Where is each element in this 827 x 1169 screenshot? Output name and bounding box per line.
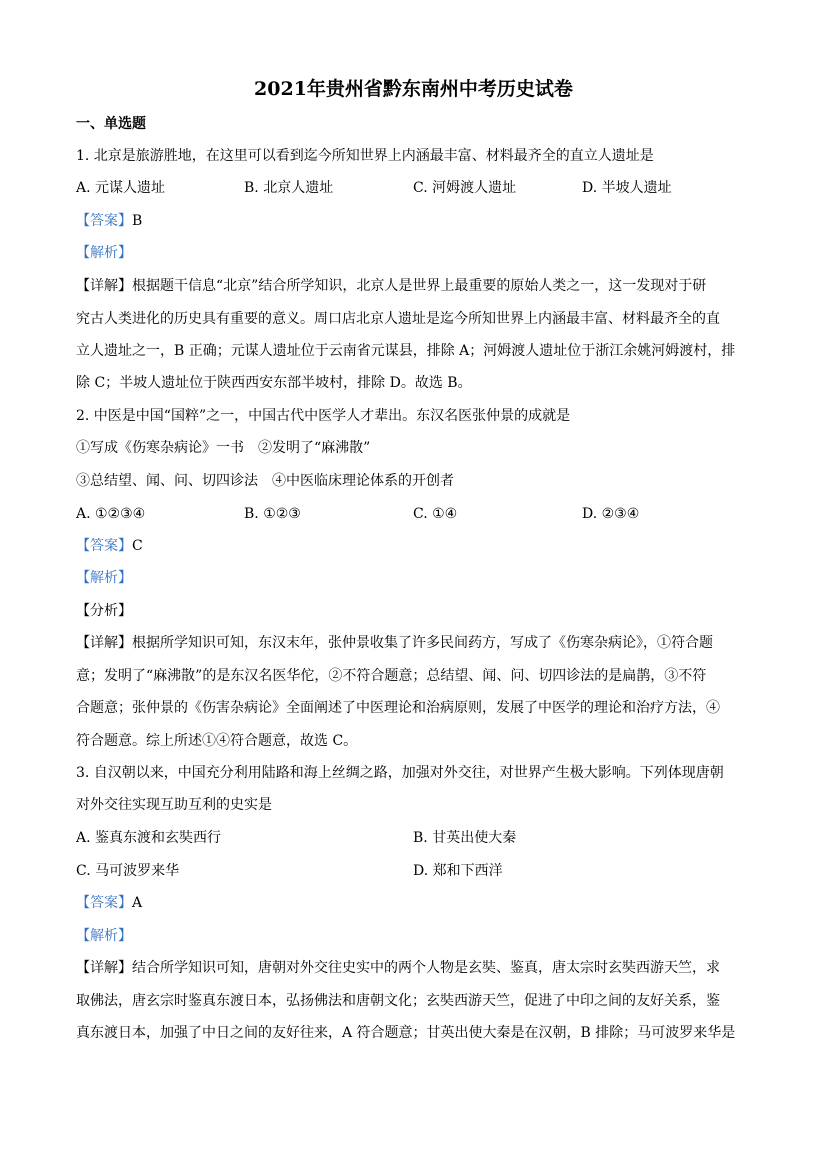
q2-fenxi-tag: 【分析】 bbox=[76, 603, 132, 619]
q3-stem: 对外交往实现互助互利的史实是 bbox=[76, 797, 272, 813]
q2-option-d: D. ②③④ bbox=[582, 506, 640, 522]
q1-detail-line: 立人遗址之一，B 正确；元谋人遗址位于云南省元谋县，排除 A；河姆渡人遗址位于浙江余姚河姆渡村，排 bbox=[76, 343, 736, 359]
answer-value: C bbox=[132, 538, 143, 554]
q3-option-d: D. 郑和下西洋 bbox=[413, 863, 503, 879]
q1-option-a: A. 元谋人遗址 bbox=[76, 180, 166, 196]
q2-detail-line: 意；发明了“麻沸散”的是东汉名医华佗，②不符合题意；总结望、闻、问、切四诊法的是扁鹊，③不符 bbox=[76, 668, 707, 684]
q3-answer bbox=[76, 893, 142, 913]
q2-answer bbox=[76, 536, 143, 556]
q2-analysis-tag: 【解析】 bbox=[76, 570, 132, 586]
q2-detail-line: 符合题意。综上所述①④符合题意，故选 C。 bbox=[76, 733, 358, 749]
q1-analysis-tag: 【解析】 bbox=[76, 245, 132, 261]
q2-items-1: ①写成《伤寒杂病论》一书 ②发明了“麻沸散” bbox=[76, 440, 371, 456]
section-heading: 一、单选题 bbox=[76, 116, 146, 132]
q2-option-b: B. ①②③ bbox=[244, 506, 301, 522]
q1-option-c: C. 河姆渡人遗址 bbox=[413, 180, 517, 196]
q1-option-b: B. 北京人遗址 bbox=[244, 180, 334, 196]
answer-value: B bbox=[132, 213, 143, 229]
answer-value: A bbox=[132, 895, 143, 911]
q1-stem: 1. 北京是旅游胜地，在这里可以看到迄今所知世界上内涵最丰富、材料最齐全的直立人遗址是 bbox=[76, 148, 654, 164]
q2-detail-line: 【详解】根据所学知识可知，东汉末年，张仲景收集了许多民间药方，写成了《伤寒杂病论》，①符合题 bbox=[76, 635, 713, 651]
q3-stem: 3. 自汉朝以来，中国充分利用陆路和海上丝绸之路，加强对外交往，对世界产生极大影响。下列体现唐朝 bbox=[76, 765, 724, 781]
q1-detail-line: 究古人类进化的历史具有重要的意义。周口店北京人遗址是迄今所知世界上内涵最丰富、材料最齐全的直 bbox=[76, 311, 720, 327]
q1-detail-line: 【详解】根据题干信息“北京”结合所学知识，北京人是世界上最重要的原始人类之一，这一发现对于研 bbox=[76, 278, 707, 294]
page-title: 2021年贵州省黔东南州中考历史试卷 bbox=[254, 78, 573, 100]
answer-tag: 【答案】 bbox=[76, 895, 132, 911]
q3-option-c: C. 马可波罗来华 bbox=[76, 863, 180, 879]
q2-items-2: ③总结望、闻、问、切四诊法 ④中医临床理论体系的开创者 bbox=[76, 473, 454, 489]
q2-option-a: A. ①②③④ bbox=[76, 506, 146, 522]
q3-analysis-tag: 【解析】 bbox=[76, 928, 132, 944]
q2-option-c: C. ①④ bbox=[413, 506, 458, 522]
answer-tag: 【答案】 bbox=[76, 213, 132, 229]
q3-detail-line: 取佛法，唐玄宗时鉴真东渡日本，弘扬佛法和唐朝文化；玄奘西游天竺，促进了中印之间的友好关系，鉴 bbox=[76, 993, 720, 1009]
q3-detail-line: 真东渡日本，加强了中日之间的友好往来，A 符合题意；甘英出使大秦是在汉朝，B 排除；马可波罗来华是 bbox=[76, 1025, 736, 1041]
answer-tag: 【答案】 bbox=[76, 538, 132, 554]
q3-option-a: A. 鉴真东渡和玄奘西行 bbox=[76, 830, 222, 846]
q3-option-b: B. 甘英出使大秦 bbox=[413, 830, 517, 846]
q1-answer bbox=[76, 211, 142, 231]
q1-option-d: D. 半坡人遗址 bbox=[582, 180, 672, 196]
q1-detail-line: 除 C；半坡人遗址位于陕西西安东部半坡村，排除 D。故选 B。 bbox=[76, 375, 472, 391]
q2-stem: 2. 中医是中国“国粹”之一，中国古代中医学人才辈出。东汉名医张仲景的成就是 bbox=[76, 408, 571, 424]
q3-detail-line: 【详解】结合所学知识可知，唐朝对外交往史实中的两个人物是玄奘、鉴真，唐太宗时玄奘西游天竺，求 bbox=[76, 960, 720, 976]
q2-detail-line: 合题意；张仲景的《伤害杂病论》全面阐述了中医理论和治病原则，发展了中医学的理论和治疗方法，④ bbox=[76, 700, 720, 716]
